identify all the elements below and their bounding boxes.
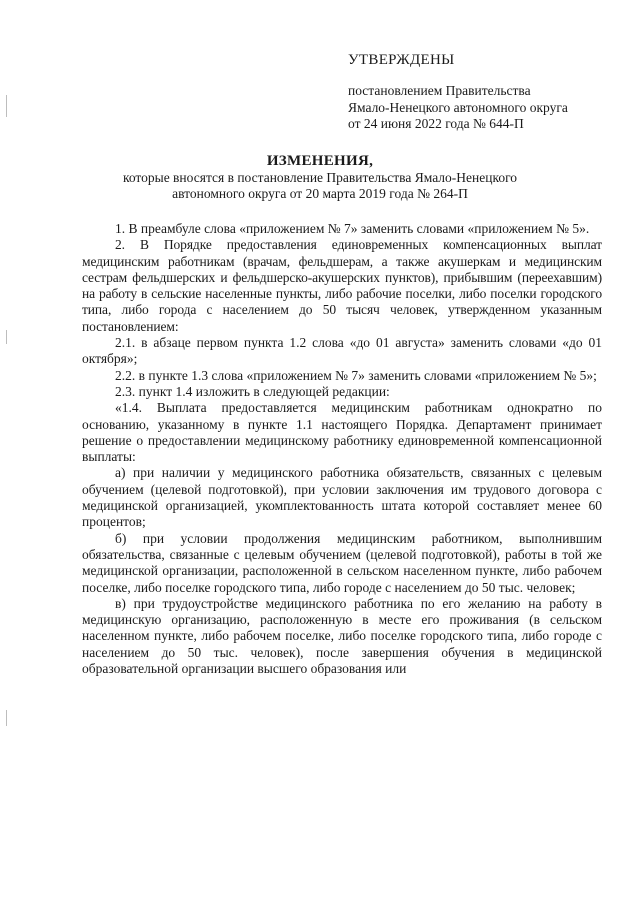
scan-edge-mark bbox=[6, 95, 7, 117]
paragraph: а) при наличии у медицинского работника обязательств, связанных с целевым обучением (целевой подготовкой), при условии заключения им трудового договора с медицинской организацией, укомплектованность штата которой составляет менее 60 процентов; bbox=[82, 465, 602, 530]
approval-reference-line: от 24 июня 2022 года № 644-П bbox=[348, 116, 524, 131]
paragraph: в) при трудоустройстве медицинского работника по его желанию на работу в медицинскую организацию, расположенную в месте его проживания (в сельском населенном пункте, либо рабочем поселке, либо поселке городского типа, либо городе с населением до 50 тыс. человек), после завершения обучения в медицинской образовательной организации высшего образования или bbox=[82, 595, 602, 677]
document-subtitle-line: автономного округа от 20 марта 2019 года № 264-П bbox=[172, 186, 468, 201]
paragraph: б) при условии продолжения медицинским работником, выполнившим обязательства, связанные с целевым обучением (целевой подготовкой), работы в той же медицинской организации, расположенной в сельском населенном пункте, либо рабочем поселке, либо поселке городского типа, либо городе с населением до 50 тыс. человек; bbox=[82, 530, 602, 595]
scan-edge-mark bbox=[6, 710, 7, 726]
paragraph: 2. В Порядке предоставления единовременных компенсационных выплат медицинским работникам (врачам, фельдшерам, а также акушеркам и медицинским сестрам фельдшерских и фельдшерско-акушерских пунктов), прибывшим (переехавшим) на работу в сельские населенные пункты, либо рабочие поселки, либо поселки городского типа, либо города с населением до 50 тысяч человек, утвержденном указанным постановлением: bbox=[82, 237, 602, 334]
approval-reference-line: постановлением Правительства bbox=[348, 83, 531, 98]
paragraph: 2.1. в абзаце первом пункта 1.2 слова «до 01 августа» заменить словами «до 01 октября»; bbox=[82, 335, 602, 367]
paragraph: «1.4. Выплата предоставляется медицинским работникам однократно по основанию, указанному в пункте 1.1 настоящего Порядка. Департамент принимает решение о предоставлении медицинскому работнику единовременной компенсационной выплаты: bbox=[82, 400, 602, 465]
approval-reference-line: Ямало-Ненецкого автономного округа bbox=[348, 99, 568, 115]
scan-edge-mark bbox=[6, 330, 7, 344]
document-subtitle-line: которые вносятся в постановление Правительства Ямало-Ненецкого bbox=[122, 170, 518, 185]
paragraph: 1. В преамбуле слова «приложением № 7» заменить словами «приложением № 5». bbox=[115, 221, 590, 236]
document-subtitle bbox=[0, 170, 640, 202]
document-body bbox=[82, 221, 602, 677]
document-title: ИЗМЕНЕНИЯ, bbox=[266, 153, 374, 169]
approval-reference bbox=[348, 83, 568, 133]
paragraph: 2.3. пункт 1.4 изложить в следующей редакции: bbox=[115, 383, 390, 399]
paragraph: 2.2. в пункте 1.3 слова «приложением № 7» заменить словами «приложением № 5»; bbox=[115, 367, 597, 383]
approval-stamp-heading: УТВЕРЖДЕНЫ bbox=[348, 52, 455, 68]
